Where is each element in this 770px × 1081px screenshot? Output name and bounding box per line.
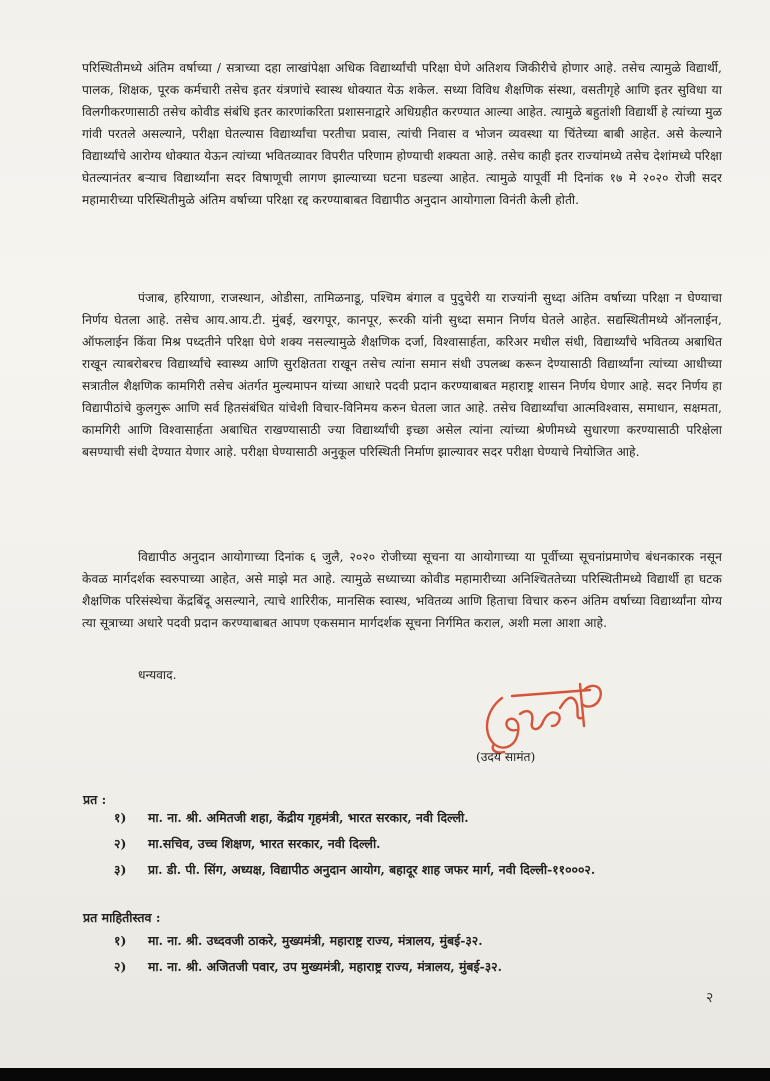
copy-recipient: ३) प्रा. डी. पी. सिंग, अध्यक्ष, विद्यापीठ अनुदान आयोग, बहादूर शाह जफर मार्ग, नवी दिल्ली-११०००२. bbox=[114, 862, 596, 877]
copy-recipient: १) मा. ना. श्री. अमितजी शहा, केंद्रीय गृहमंत्री, भारत सरकार, नवी दिल्ली. bbox=[114, 810, 469, 825]
handwritten-signature bbox=[472, 668, 612, 760]
copy-recipient: २) मा.सचिव, उच्च शिक्षण, भारत सरकार, नवी दिल्ली. bbox=[114, 836, 381, 851]
page-number: २ bbox=[706, 990, 714, 1006]
body-paragraph-2: पंजाब, हरियाणा, राजस्थान, ओडीसा, तामिळनाडू, पश्चिम बंगाल व पुदुचेरी या राज्यांनी सुध्दा अंतिम वर्षाच्या परिक्षा न घेण्याचा निर्णय घेतला आहे. तसेच आय.आय.टी. मुंबई, खरगपूर, कानपूर, रूरकी यांनी सुध्दा समान निर्णय घेतले आहेत. सद्यस्थितीमध्ये ऑनलाईन, ऑफलाईन किंवा मिश्र पध्दतीने परिक्षा घेणे शक्य नसल्यामुळे शैक्षणिक दर्जा, विश्वासार्हता, करिअर मधील संधी, विद्यार्थ्यांचे भवितव्य अबाधित राखून त्याबरोबरच विद्यार्थ्यांचे स्वास्थ्य आणि सुरक्षितता राखून तसेच त्यांना समान संधी उपलब्ध करून देण्यासाठी विद्यार्थ्यांना त्यांच्या आधीच्या सत्रातील शैक्षणिक कामगिरी तसेच अंतर्गत मुल्यमापन यांच्या आधारे पदवी प्रदान करण्याबाबत महाराष्ट्र शासन निर्णय घेणार आहे. सदर निर्णय हा विद्यापीठांचे कुलगुरू आणि सर्व हितसंबंधित यांचेशी विचार-विनिमय करुन घेतला जात आहे. तसेच विद्यार्थ्यांचा आत्मविश्वास, समाधान, सक्षमता, कामगिरी आणि विश्वासार्हता अबाधित राखण्यासाठी ज्या विद्यार्थ्यांची इच्छा असेल त्यांना त्यांच्या श्रेणीमध्ये सुधारणा करण्यासाठी परिक्षेला बसण्याची संधी देण्यात येणार आहे. परीक्षा घेण्यासाठी अनुकूल परिस्थिती निर्माण झाल्यावर सदर परीक्षा घेण्याचे नियोजित आहे. bbox=[82, 291, 722, 459]
copy-to-list bbox=[114, 805, 595, 883]
photo-bottom-edge bbox=[0, 1068, 770, 1081]
signer-name: (उदय सामंत) bbox=[476, 750, 536, 764]
info-recipient: १) मा. ना. श्री. उध्दवजी ठाकरे, मुख्यमंत्री, महाराष्ट्र राज्य, मंत्रालय, मुंबई-३२. bbox=[114, 933, 483, 948]
copy-for-information-label: प्रत माहितीस्तव : bbox=[83, 910, 161, 925]
copy-to-label: प्रत : bbox=[83, 792, 107, 807]
body-paragraph-1: परिस्थितीमध्ये अंतिम वर्षाच्या / सत्राच्या दहा लाखांपेक्षा अधिक विद्यार्थ्यांची परिक्षा घेणे अतिशय जिकीरीचे होणार आहे. तसेच त्यामुळे विद्यार्थी, पालक, शिक्षक, पूरक कर्मचारी तसेच इतर यंत्रणांचे स्वास्थ धोक्यात येऊ शकेल. सध्या विविध शैक्षणिक संस्था, वसतीगृहे आणि इतर सुविधा या विलगीकरणासाठी तसेच कोवीड संबंधि इतर कारणांकरिता प्रशासनाद्वारे अधिग्रहीत करण्यात आल्या आहेत. त्यामुळे बहुतांशी विद्यार्थी हे त्यांच्या मुळ गांवी परतले असल्याने, परीक्षा घेतल्यास विद्यार्थ्यांचा परतीचा प्रवास, त्यांची निवास व भोजन व्यवस्था या चिंतेच्या बाबी आहेत. असे केल्याने विद्यार्थ्यांचे आरोग्य धोक्यात येऊन त्यांच्या भवितव्यावर विपरीत परिणाम होण्याची शक्यता आहे. तसेच काही इतर राज्यांमध्ये तसेच देशांमध्ये परिक्षा घेतल्यानंतर बऱ्याच विद्यार्थ्यांना सदर विषाणूची लागण झाल्याच्या घटना घडल्या आहेत. त्यामुळे यापूर्वी मी दिनांक १७ मे २०२० रोजी सदर महामारीच्या परिस्थितीमुळे अंतिम वर्षाच्या परिक्षा रद्द करण्याबाबत विद्यापीठ अनुदान आयोगाला विनंती केली होती. bbox=[82, 61, 722, 207]
closing-thanks: धन्यवाद. bbox=[138, 668, 177, 682]
copy-for-information-list bbox=[114, 928, 502, 980]
body-paragraph-3: विद्यापीठ अनुदान आयोगाच्या दिनांक ६ जुलै, २०२० रोजीच्या सूचना या आयोगाच्या या पूर्वीच्या सूचनांप्रमाणेच बंधनकारक नसून केवळ मार्गदर्शक स्वरुपाच्या आहेत, असे माझे मत आहे. त्यामुळे सध्याच्या कोवीड महामारीच्या अनिश्चिततेच्या परिस्थितीमध्ये विद्यार्थी हा घटक शैक्षणिक परिसंस्थेचा केंद्रबिंदू असल्याने, त्याचे शारिरीक, मानसिक स्वास्थ, भवितव्य आणि हिताचा विचार करुन अंतिम वर्षाच्या विद्यार्थ्यांना योग्य त्या सूत्राच्या अधारे पदवी प्रदान करण्याबाबत आपण एकसमान मार्गदर्शक सूचना निर्गमित कराल, अशी मला आशा आहे. bbox=[82, 550, 722, 630]
info-recipient: २) मा. ना. श्री. अजितजी पवार, उप मुख्यमंत्री, महाराष्ट्र राज्य, मंत्रालय, मुंबई-३२. bbox=[114, 959, 502, 974]
